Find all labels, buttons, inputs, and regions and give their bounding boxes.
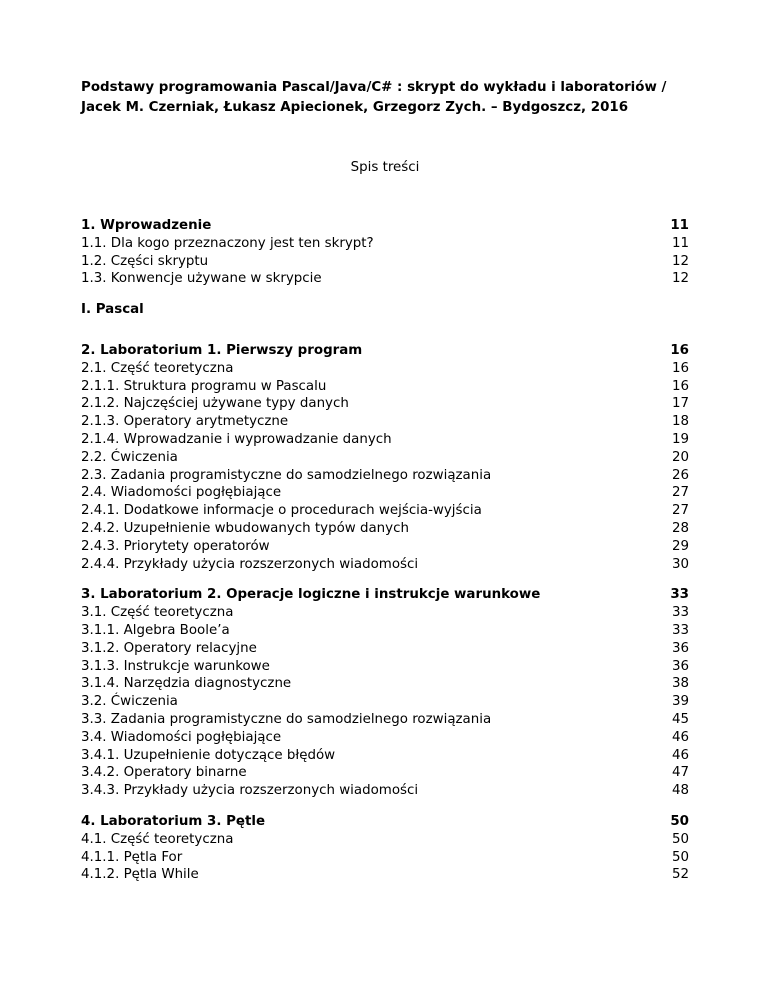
toc-entry[interactable] [81, 693, 689, 711]
toc-entry-title: 2.1.4. Wprowadzanie i wyprowadzanie danych [81, 431, 392, 447]
toc-page-number: 26 [671, 467, 689, 483]
toc-page-number: 12 [671, 253, 689, 269]
toc-entry[interactable] [81, 831, 689, 849]
toc-entry[interactable] [81, 235, 689, 253]
toc-page-number: 33 [671, 605, 689, 621]
toc-entry-title: 3.1. Część teoretyczna [81, 605, 234, 621]
toc-chapter [81, 342, 689, 573]
toc-entry[interactable] [81, 395, 689, 413]
toc-page-number: 36 [671, 658, 689, 674]
toc-page-number: 46 [671, 747, 689, 763]
toc-entry[interactable] [81, 640, 689, 658]
toc-page-number: 33 [671, 622, 689, 638]
toc-page-number: 48 [671, 783, 689, 799]
toc-page-number: 12 [671, 271, 689, 287]
toc-chapter-title: 3. Laboratorium 2. Operacje logiczne i instrukcje warunkowe [81, 587, 541, 603]
toc-page-number: 46 [671, 729, 689, 745]
toc-entry[interactable] [81, 484, 689, 502]
toc-entry-title: 3.4.1. Uzupełnienie dotyczące błędów [81, 747, 336, 763]
toc-entry-title: 2.4.2. Uzupełnienie wbudowanych typów danych [81, 520, 409, 536]
toc-entry[interactable] [81, 520, 689, 538]
toc-entry[interactable] [81, 253, 689, 271]
toc-entry-title: 4.1. Część teoretyczna [81, 831, 234, 847]
toc-entry[interactable] [81, 604, 689, 622]
toc-page-number: 39 [671, 694, 689, 710]
toc-page-number: 50 [670, 813, 689, 829]
table-of-contents [81, 217, 689, 884]
toc-page-number: 45 [671, 711, 689, 727]
toc-page-number: 30 [671, 556, 689, 572]
toc-entry[interactable] [81, 866, 689, 884]
toc-entry-title: 1.2. Części skryptu [81, 253, 209, 269]
toc-entry[interactable] [81, 849, 689, 867]
toc-page-number: 33 [670, 587, 689, 603]
toc-entry-title: 3.2. Ćwiczenia [81, 694, 178, 710]
toc-entry-title: 2.4.3. Priorytety operatorów [81, 538, 270, 554]
toc-entry-title: 1.3. Konwencje używane w skrypcie [81, 271, 322, 287]
toc-entry[interactable] [81, 360, 689, 378]
toc-entry-title: 3.4.2. Operatory binarne [81, 765, 247, 781]
toc-page-number: 50 [671, 831, 689, 847]
toc-chapter-row[interactable] [81, 217, 689, 235]
toc-chapter-title: 4. Laboratorium 3. Pętle [81, 813, 266, 829]
toc-entry-title: 2.1.1. Struktura programu w Pascalu [81, 378, 327, 394]
toc-entry-title: 4.1.1. Pętla For [81, 849, 183, 865]
toc-page-number: 16 [670, 342, 689, 358]
toc-entry-title: 4.1.2. Pętla While [81, 867, 199, 883]
toc-chapter-row[interactable] [81, 813, 689, 831]
toc-page-number: 16 [671, 378, 689, 394]
toc-entry[interactable] [81, 502, 689, 520]
toc-entry-title: 3.1.2. Operatory relacyjne [81, 640, 257, 656]
toc-entry-title: 3.1.4. Narzędzia diagnostyczne [81, 676, 292, 692]
toc-chapter [81, 813, 689, 884]
toc-chapter-title: 1. Wprowadzenie [81, 218, 212, 233]
toc-entry[interactable] [81, 747, 689, 765]
document-page [81, 78, 689, 897]
toc-page-number: 11 [671, 235, 689, 251]
toc-entry[interactable] [81, 711, 689, 729]
toc-entry[interactable] [81, 764, 689, 782]
toc-entry[interactable] [81, 538, 689, 556]
toc-entry-title: 3.3. Zadania programistyczne do samodzielnego rozwiązania [81, 711, 492, 727]
toc-entry-title: 2.3. Zadania programistyczne do samodzielnego rozwiązania [81, 467, 492, 483]
toc-entry-title: 2.1. Część teoretyczna [81, 360, 234, 376]
toc-entry[interactable] [81, 449, 689, 467]
toc-entry-title: 3.4.3. Przykłady użycia rozszerzonych wiadomości [81, 783, 419, 799]
toc-page-number: 16 [671, 360, 689, 376]
toc-entry[interactable] [81, 413, 689, 431]
toc-chapter [81, 586, 689, 800]
toc-entry[interactable] [81, 270, 689, 288]
toc-entry-title: 3.1.1. Algebra Boole’a [81, 622, 230, 638]
toc-page-number: 29 [671, 538, 689, 554]
toc-page-number: 27 [671, 485, 689, 501]
toc-chapter-row[interactable] [81, 342, 689, 360]
toc-heading: Spis treści [350, 160, 420, 175]
toc-entry[interactable] [81, 467, 689, 485]
toc-entry[interactable] [81, 378, 689, 396]
toc-entry[interactable] [81, 675, 689, 693]
toc-page-number: 17 [671, 396, 689, 412]
toc-entry[interactable] [81, 556, 689, 574]
toc-page-number: 18 [671, 414, 689, 430]
document-title: Podstawy programowania Pascal/Java/C# : skrypt do wykładu i laboratoriów / Jacek M. Czerniak, Łukasz Apiecionek, Grzegorz Zych. – Bydgoszcz, 2016 [81, 80, 667, 115]
toc-page-number: 36 [671, 640, 689, 656]
toc-entry-title: 2.4.4. Przykłady użycia rozszerzonych wiadomości [81, 556, 419, 572]
toc-entry[interactable] [81, 622, 689, 640]
toc-entry-title: 2.1.2. Najczęściej używane typy danych [81, 396, 349, 412]
toc-page-number: 38 [671, 676, 689, 692]
toc-page-number: 52 [671, 867, 689, 883]
toc-page-number: 20 [671, 449, 689, 465]
toc-entry[interactable] [81, 782, 689, 800]
toc-entry-title: 3.1.3. Instrukcje warunkowe [81, 658, 270, 674]
toc-part-heading: I. Pascal [81, 302, 144, 318]
toc-entry-title: 2.2. Ćwiczenia [81, 449, 178, 465]
toc-page-number: 11 [670, 218, 689, 233]
toc-entry-title: 2.4.1. Dodatkowe informacje o procedurach wejścia-wyjścia [81, 503, 482, 519]
toc-entry-title: 3.4. Wiadomości pogłębiające [81, 729, 282, 745]
toc-entry-title: 2.4. Wiadomości pogłębiające [81, 485, 282, 501]
toc-chapter-row[interactable] [81, 586, 689, 604]
toc-page-number: 19 [671, 431, 689, 447]
toc-chapter [81, 217, 689, 288]
toc-entry-title: 2.1.3. Operatory arytmetyczne [81, 414, 289, 430]
toc-entry[interactable] [81, 431, 689, 449]
toc-page-number: 27 [671, 503, 689, 519]
toc-page-number: 28 [671, 520, 689, 536]
toc-chapter-title: 2. Laboratorium 1. Pierwszy program [81, 342, 363, 358]
toc-entry[interactable] [81, 658, 689, 676]
toc-page-number: 47 [671, 765, 689, 781]
toc-entry[interactable] [81, 729, 689, 747]
toc-entry-title: 1.1. Dla kogo przeznaczony jest ten skrypt? [81, 235, 374, 251]
toc-page-number: 50 [671, 849, 689, 865]
